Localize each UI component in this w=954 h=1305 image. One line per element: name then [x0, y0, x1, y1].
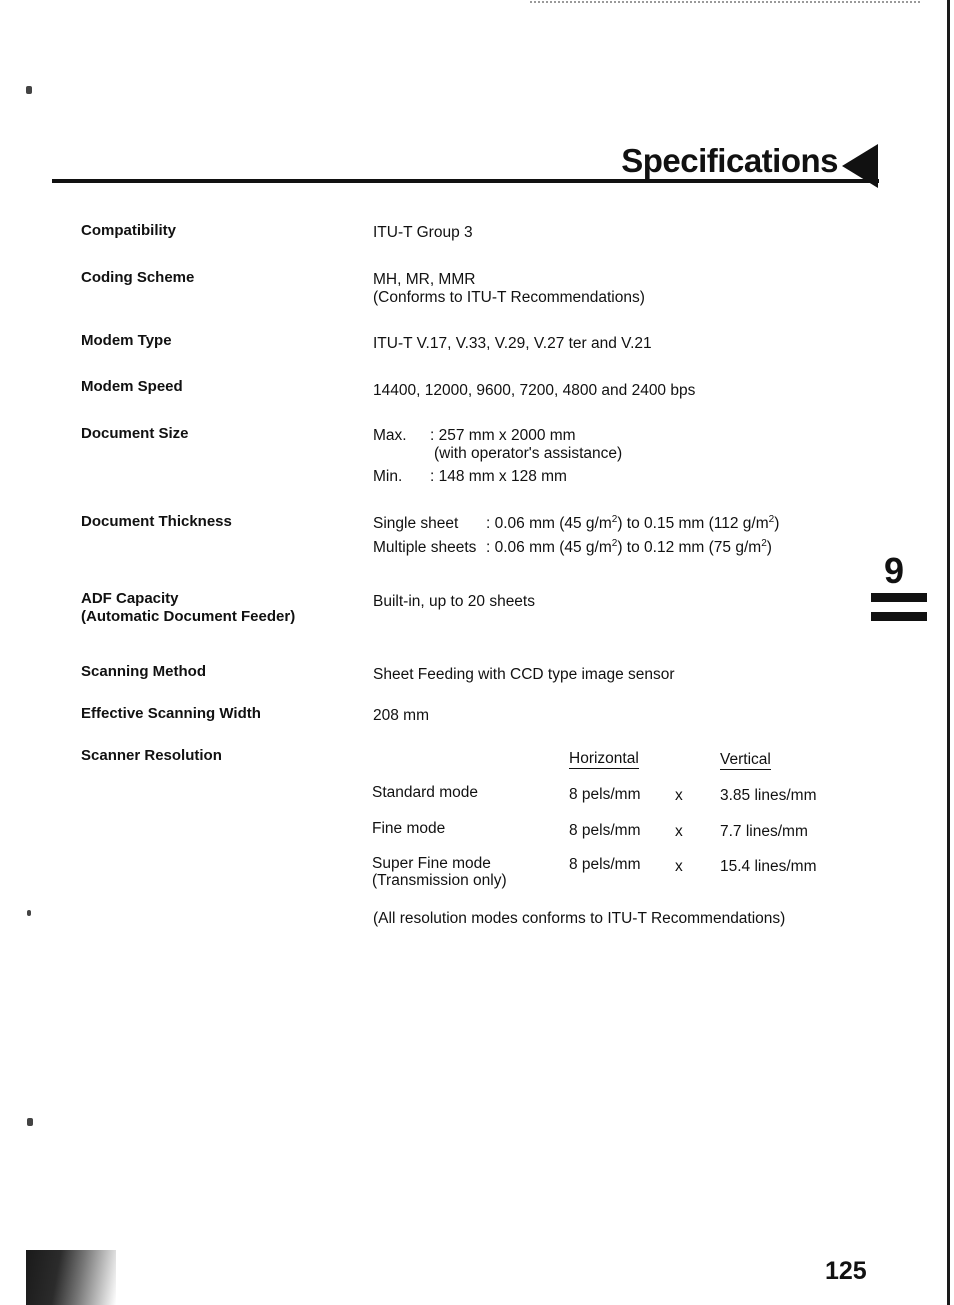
- spec-value-coding-scheme-note: (Conforms to ITU-T Recommendations): [373, 289, 645, 306]
- arrow-left-icon: [842, 144, 878, 188]
- spec-label-scanning-method: Scanning Method: [81, 663, 206, 680]
- scan-artifact-corner: [26, 1250, 116, 1305]
- spec-label-coding-scheme: Coding Scheme: [81, 269, 195, 286]
- scan-speck: [27, 1118, 33, 1126]
- resolution-vertical: 3.85 lines/mm: [720, 787, 817, 804]
- thickness-single-label: Single sheet: [373, 515, 459, 532]
- document-size-min-label: Min.: [373, 468, 403, 485]
- spec-value-scanning-width: 208 mm: [373, 707, 429, 724]
- page-edge-shadow: [947, 0, 950, 1305]
- spec-value-modem-speed: 14400, 12000, 9600, 7200, 4800 and 2400 bps: [373, 382, 696, 399]
- resolution-times: x: [675, 787, 683, 804]
- resolution-mode: Super Fine mode: [372, 855, 491, 872]
- scan-artifact-top: [530, 1, 920, 3]
- chapter-bar: [871, 593, 927, 602]
- document-size-max-label: Max.: [373, 427, 407, 444]
- resolution-col-vertical: Vertical: [720, 751, 771, 768]
- spec-value-compatibility: ITU-T Group 3: [373, 224, 473, 241]
- spec-value-adf-capacity: Built-in, up to 20 sheets: [373, 593, 535, 610]
- spec-label-scanner-resolution: Scanner Resolution: [81, 747, 222, 764]
- page-title: Specifications: [621, 142, 838, 179]
- spec-label-modem-type: Modem Type: [81, 332, 172, 349]
- spec-label-scanning-width: Effective Scanning Width: [81, 705, 261, 722]
- spec-label-document-thickness: Document Thickness: [81, 513, 232, 530]
- resolution-footnote: (All resolution modes conforms to ITU-T Recommendations): [373, 910, 786, 927]
- chapter-number: 9: [884, 550, 905, 591]
- thickness-multiple-label: Multiple sheets: [373, 539, 477, 556]
- resolution-col-horizontal: Horizontal: [569, 750, 639, 767]
- document-size-max-note: (with operator's assistance): [434, 445, 623, 462]
- spec-value-scanning-method: Sheet Feeding with CCD type image sensor: [373, 666, 675, 683]
- document-size-max-value: : 257 mm x 2000 mm: [430, 427, 576, 444]
- scan-speck: [26, 86, 32, 94]
- spec-value-coding-scheme: MH, MR, MMR: [373, 271, 476, 288]
- resolution-mode-note: (Transmission only): [372, 872, 507, 889]
- spec-value-modem-type: ITU-T V.17, V.33, V.29, V.27 ter and V.21: [373, 335, 652, 352]
- resolution-vertical: 7.7 lines/mm: [720, 823, 808, 840]
- resolution-horizontal: 8 pels/mm: [569, 856, 641, 873]
- spec-label-document-size: Document Size: [81, 425, 189, 442]
- thickness-single-value: : 0.06 mm (45 $g/m^2$) to 0.15 mm (112 $g/m^2$): [486, 513, 780, 532]
- spec-label-adf-capacity-note: (Automatic Document Feeder): [81, 608, 296, 625]
- resolution-times: x: [675, 858, 683, 875]
- page-number: 125: [825, 1257, 867, 1285]
- chapter-bar: [871, 612, 927, 621]
- spec-label-modem-speed: Modem Speed: [81, 378, 183, 395]
- resolution-vertical: 15.4 lines/mm: [720, 858, 817, 875]
- resolution-mode: Fine mode: [372, 820, 446, 837]
- spec-label-compatibility: Compatibility: [81, 222, 177, 239]
- resolution-horizontal: 8 pels/mm: [569, 786, 641, 803]
- scan-speck: [27, 910, 31, 916]
- thickness-multiple-value: : 0.06 mm (45 $g/m^2$) to 0.12 mm (75 $g/m^2$): [486, 537, 772, 556]
- spec-label-adf-capacity: ADF Capacity: [81, 590, 179, 607]
- resolution-horizontal: 8 pels/mm: [569, 822, 641, 839]
- resolution-times: x: [675, 823, 683, 840]
- document-size-min-value: : 148 mm x 128 mm: [430, 468, 567, 485]
- resolution-mode: Standard mode: [372, 784, 478, 801]
